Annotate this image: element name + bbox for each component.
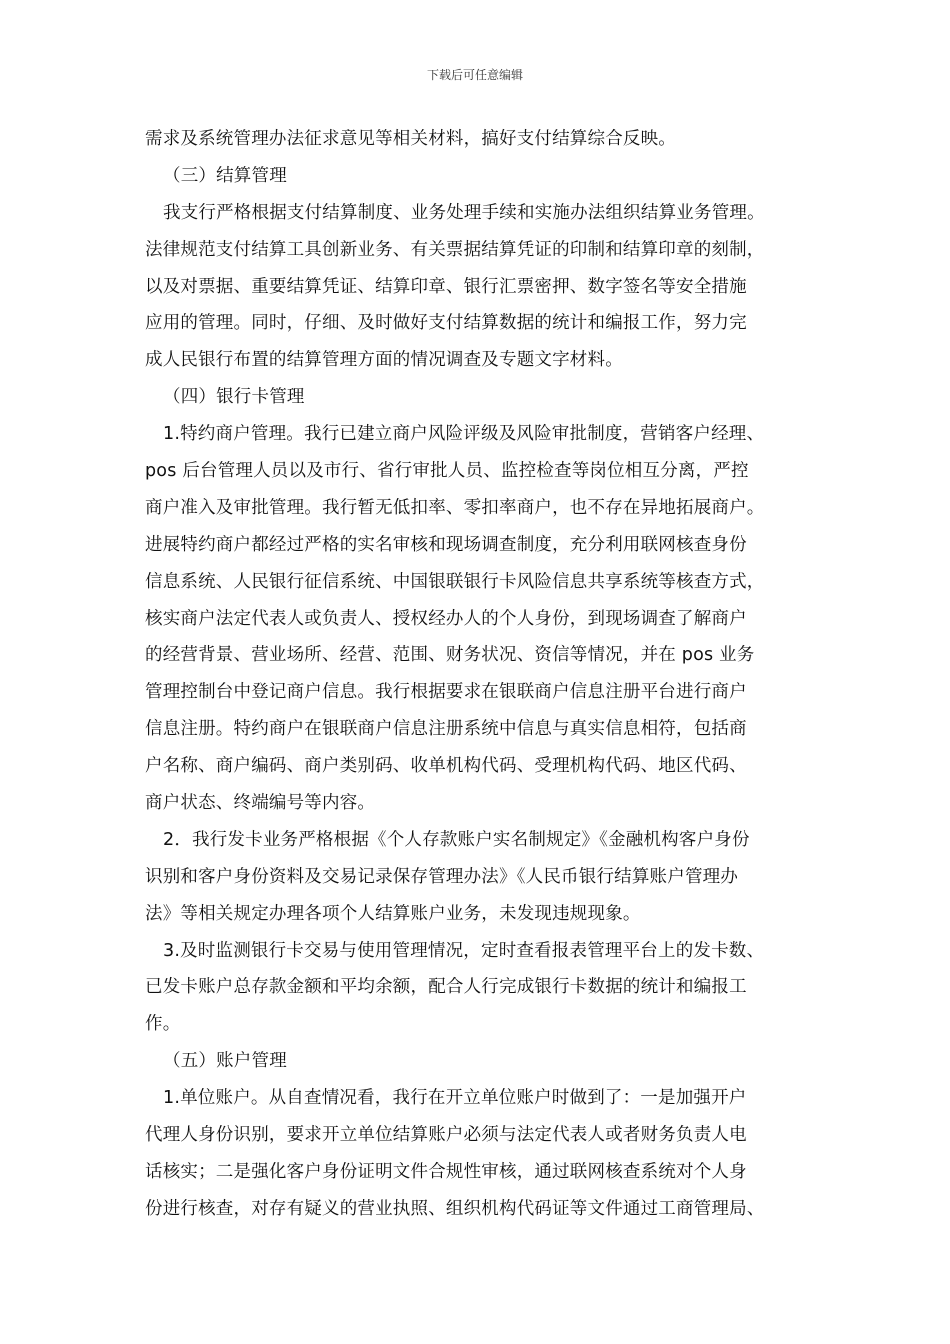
paragraph-line: 户名称、商户编码、商户类别码、收单机构代码、受理机构代码、地区代码、 bbox=[145, 756, 747, 777]
paragraph-line: 管理控制台中登记商户信息。我行根据要求在银联商户信息注册平台进行商户 bbox=[145, 682, 747, 703]
paragraph-line: 进展特约商户都经过严格的实名审核和现场调查制度，充分利用联网核查身份 bbox=[145, 534, 747, 555]
paragraph-line: 话核实；二是强化客户身份证明文件合规性审核，通过联网核查系统对个人身 bbox=[145, 1161, 747, 1182]
paragraph-line: 商户状态、终端编号等内容。 bbox=[145, 793, 376, 814]
paragraph-line: 需求及系统管理办法征求意见等相关材料，搞好支付结算综合反映。 bbox=[145, 129, 676, 149]
paragraph-line: 3.及时监测银行卡交易与使用管理情况，定时查看报表管理平台上的发卡数、 bbox=[163, 940, 765, 961]
paragraph-line: 份进行核查，对存有疑义的营业执照、组织机构代码证等文件通过工商管理局、 bbox=[145, 1198, 765, 1219]
paragraph-line: 1.特约商户管理。我行已建立商户风险评级及风险审批制度，营销客户经理、 bbox=[163, 424, 765, 445]
section-heading-settlement: （三）结算管理 bbox=[163, 165, 287, 186]
section-heading-accounts: （五）账户管理 bbox=[163, 1051, 287, 1072]
paragraph-line: 信息注册。特约商户在银联商户信息注册系统中信息与真实信息相符，包括商 bbox=[145, 719, 747, 740]
paragraph-line: 已发卡账户总存款金额和平均余额，配合人行完成银行卡数据的统计和编报工 bbox=[145, 977, 747, 998]
paragraph-line: pos 后台管理人员以及市行、省行审批人员、监控检查等岗位相互分离，严控 bbox=[145, 461, 749, 482]
paragraph-line: 我支行严格根据支付结算制度、业务处理手续和实施办法组织结算业务管理。 bbox=[163, 202, 765, 223]
paragraph-line: 的经营背景、营业场所、经营、范围、财务状况、资信等情况，并在 pos 业务 bbox=[145, 645, 755, 666]
paragraph-line: 信息系统、人民银行征信系统、中国银联银行卡风险信息共享系统等核查方式， bbox=[145, 571, 765, 592]
paragraph-line: 代理人身份识别，要求开立单位结算账户必须与法定代表人或者财务负责人电 bbox=[145, 1125, 747, 1146]
paragraph-line: 应用的管理。同时，仔细、及时做好支付结算数据的统计和编报工作，努力完 bbox=[145, 313, 747, 334]
paragraph-line: 以及对票据、重要结算凭证、结算印章、银行汇票密押、数字签名等安全措施 bbox=[145, 276, 747, 297]
paragraph-line: 法》等相关规定办理各项个人结算账户业务，未发现违规现象。 bbox=[145, 903, 641, 924]
section-heading-bank-card: （四）银行卡管理 bbox=[163, 387, 305, 408]
paragraph-line: 识别和客户身份资料及交易记录保存管理办法》《人民币银行结算账户管理办 bbox=[145, 866, 739, 887]
paragraph-line: 2．我行发卡业务严格根据《个人存款账户实名制规定》《金融机构客户身份 bbox=[163, 829, 750, 850]
paragraph-line: 商户准入及审批管理。我行暂无低扣率、零扣率商户，也不存在异地拓展商户。 bbox=[145, 497, 765, 518]
paragraph-line: 1.单位账户。从自查情况看，我行在开立单位账户时做到了：一是加强开户 bbox=[163, 1088, 747, 1109]
page-header: 下载后可任意编辑 bbox=[426, 68, 523, 82]
paragraph-line: 核实商户法定代表人或负责人、授权经办人的个人身份，到现场调查了解商户 bbox=[145, 608, 747, 629]
paragraph-line: 法律规范支付结算工具创新业务、有关票据结算凭证的印制和结算印章的刻制， bbox=[145, 239, 765, 260]
paragraph-line: 成人民银行布置的结算管理方面的情况调查及专题文字材料。 bbox=[145, 350, 623, 371]
paragraph-line: 作。 bbox=[145, 1014, 181, 1035]
document-body bbox=[145, 121, 825, 1228]
